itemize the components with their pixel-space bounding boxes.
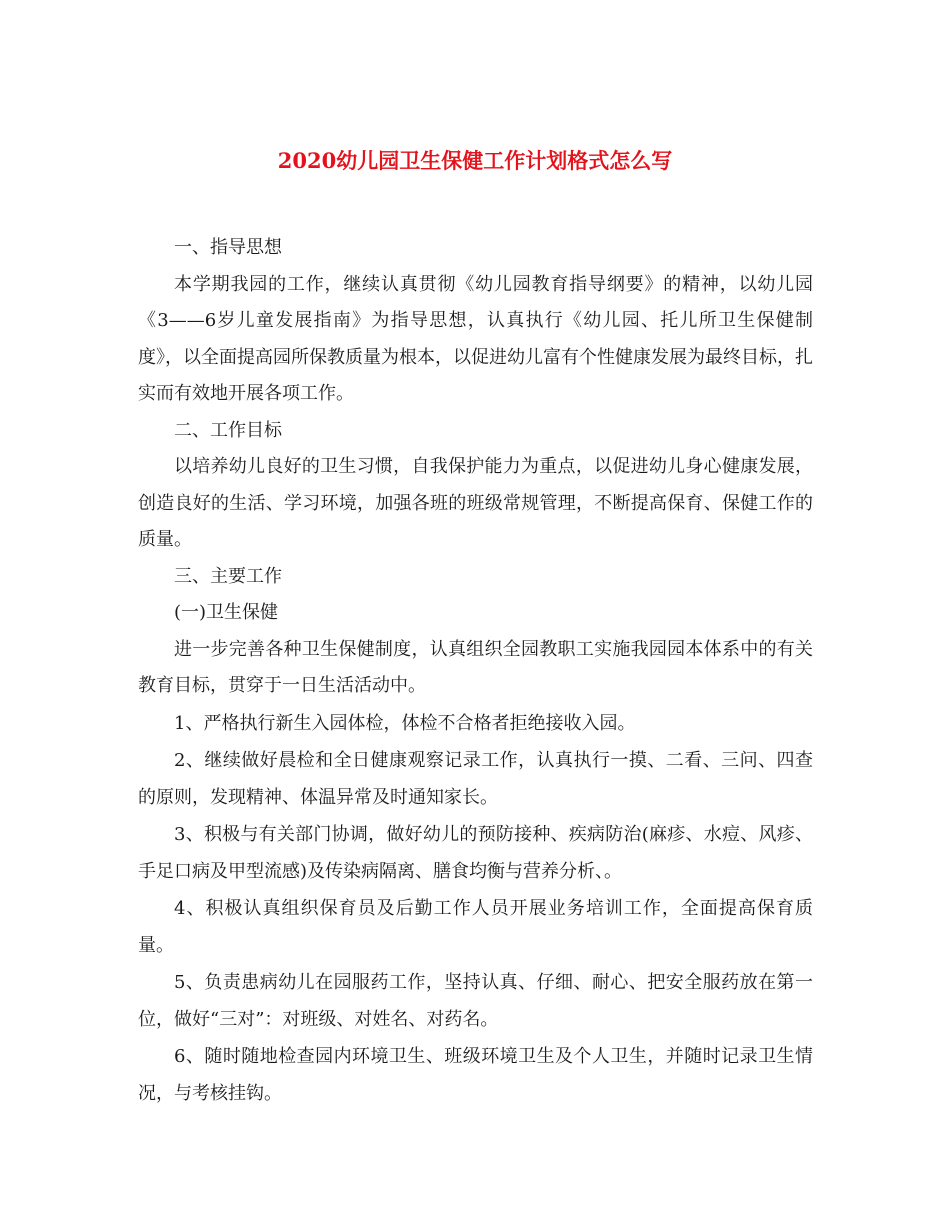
paragraph-work-goals: 以培养幼儿良好的卫生习惯，自我保护能力为重点，以促进幼儿身心健康发展，创造良好的生活、学习环境，加强各班的班级常规管理，不断提高保育、保健工作的质量。 bbox=[138, 456, 813, 550]
document-title: 2020幼儿园卫生保健工作计划格式怎么写 bbox=[277, 148, 673, 173]
heading-guiding-thought: 一、指导思想 bbox=[174, 237, 282, 258]
list-item-2: 2、继续做好晨检和全日健康观察记录工作，认真执行一摸、二看、三问、四查的原则，发现精神、体温异常及时通知家长。 bbox=[138, 750, 813, 808]
subheading-health-care: (一)卫生保健 bbox=[174, 602, 279, 623]
heading-main-work: 三、主要工作 bbox=[174, 565, 282, 587]
paragraph-guiding-thought: 本学期我园的工作，继续认真贯彻《幼儿园教育指导纲要》的精神，以幼儿园《3——6岁儿童发展指南》为指导思想，认真执行《幼儿园、托儿所卫生保健制度》，以全面提高园所保教质量为根本，以促进幼儿富有个性健康发展为最终目标，扎实而有效地开展各项工作。 bbox=[138, 273, 813, 404]
list-item-5: 5、负责患病幼儿在园服药工作，坚持认真、仔细、耐心、把安全服药放在第一位，做好“三对”：对班级、对姓名、对药名。 bbox=[138, 972, 813, 1030]
paragraph-health-care-intro: 进一步完善各种卫生保健制度，认真组织全园教职工实施我园园本体系中的有关教育目标，贯穿于一日生活活动中。 bbox=[138, 638, 813, 696]
heading-work-goals: 二、工作目标 bbox=[174, 419, 282, 441]
list-item-4: 4、积极认真组织保育员及后勤工作人员开展业务培训工作，全面提高保育质量。 bbox=[138, 898, 813, 956]
document-body bbox=[138, 230, 813, 1112]
list-item-3: 3、积极与有关部门协调，做好幼儿的预防接种、疾病防治(麻疹、水痘、风疹、手足口病及甲型流感)及传染病隔离、膳食均衡与营养分析、。 bbox=[138, 824, 813, 882]
list-item-6: 6、随时随地检查园内环境卫生、班级环境卫生及个人卫生，并随时记录卫生情况，与考核挂钩。 bbox=[138, 1046, 813, 1104]
list-item-1: 1、严格执行新生入园体检，体检不合格者拒绝接收入园。 bbox=[174, 712, 636, 734]
